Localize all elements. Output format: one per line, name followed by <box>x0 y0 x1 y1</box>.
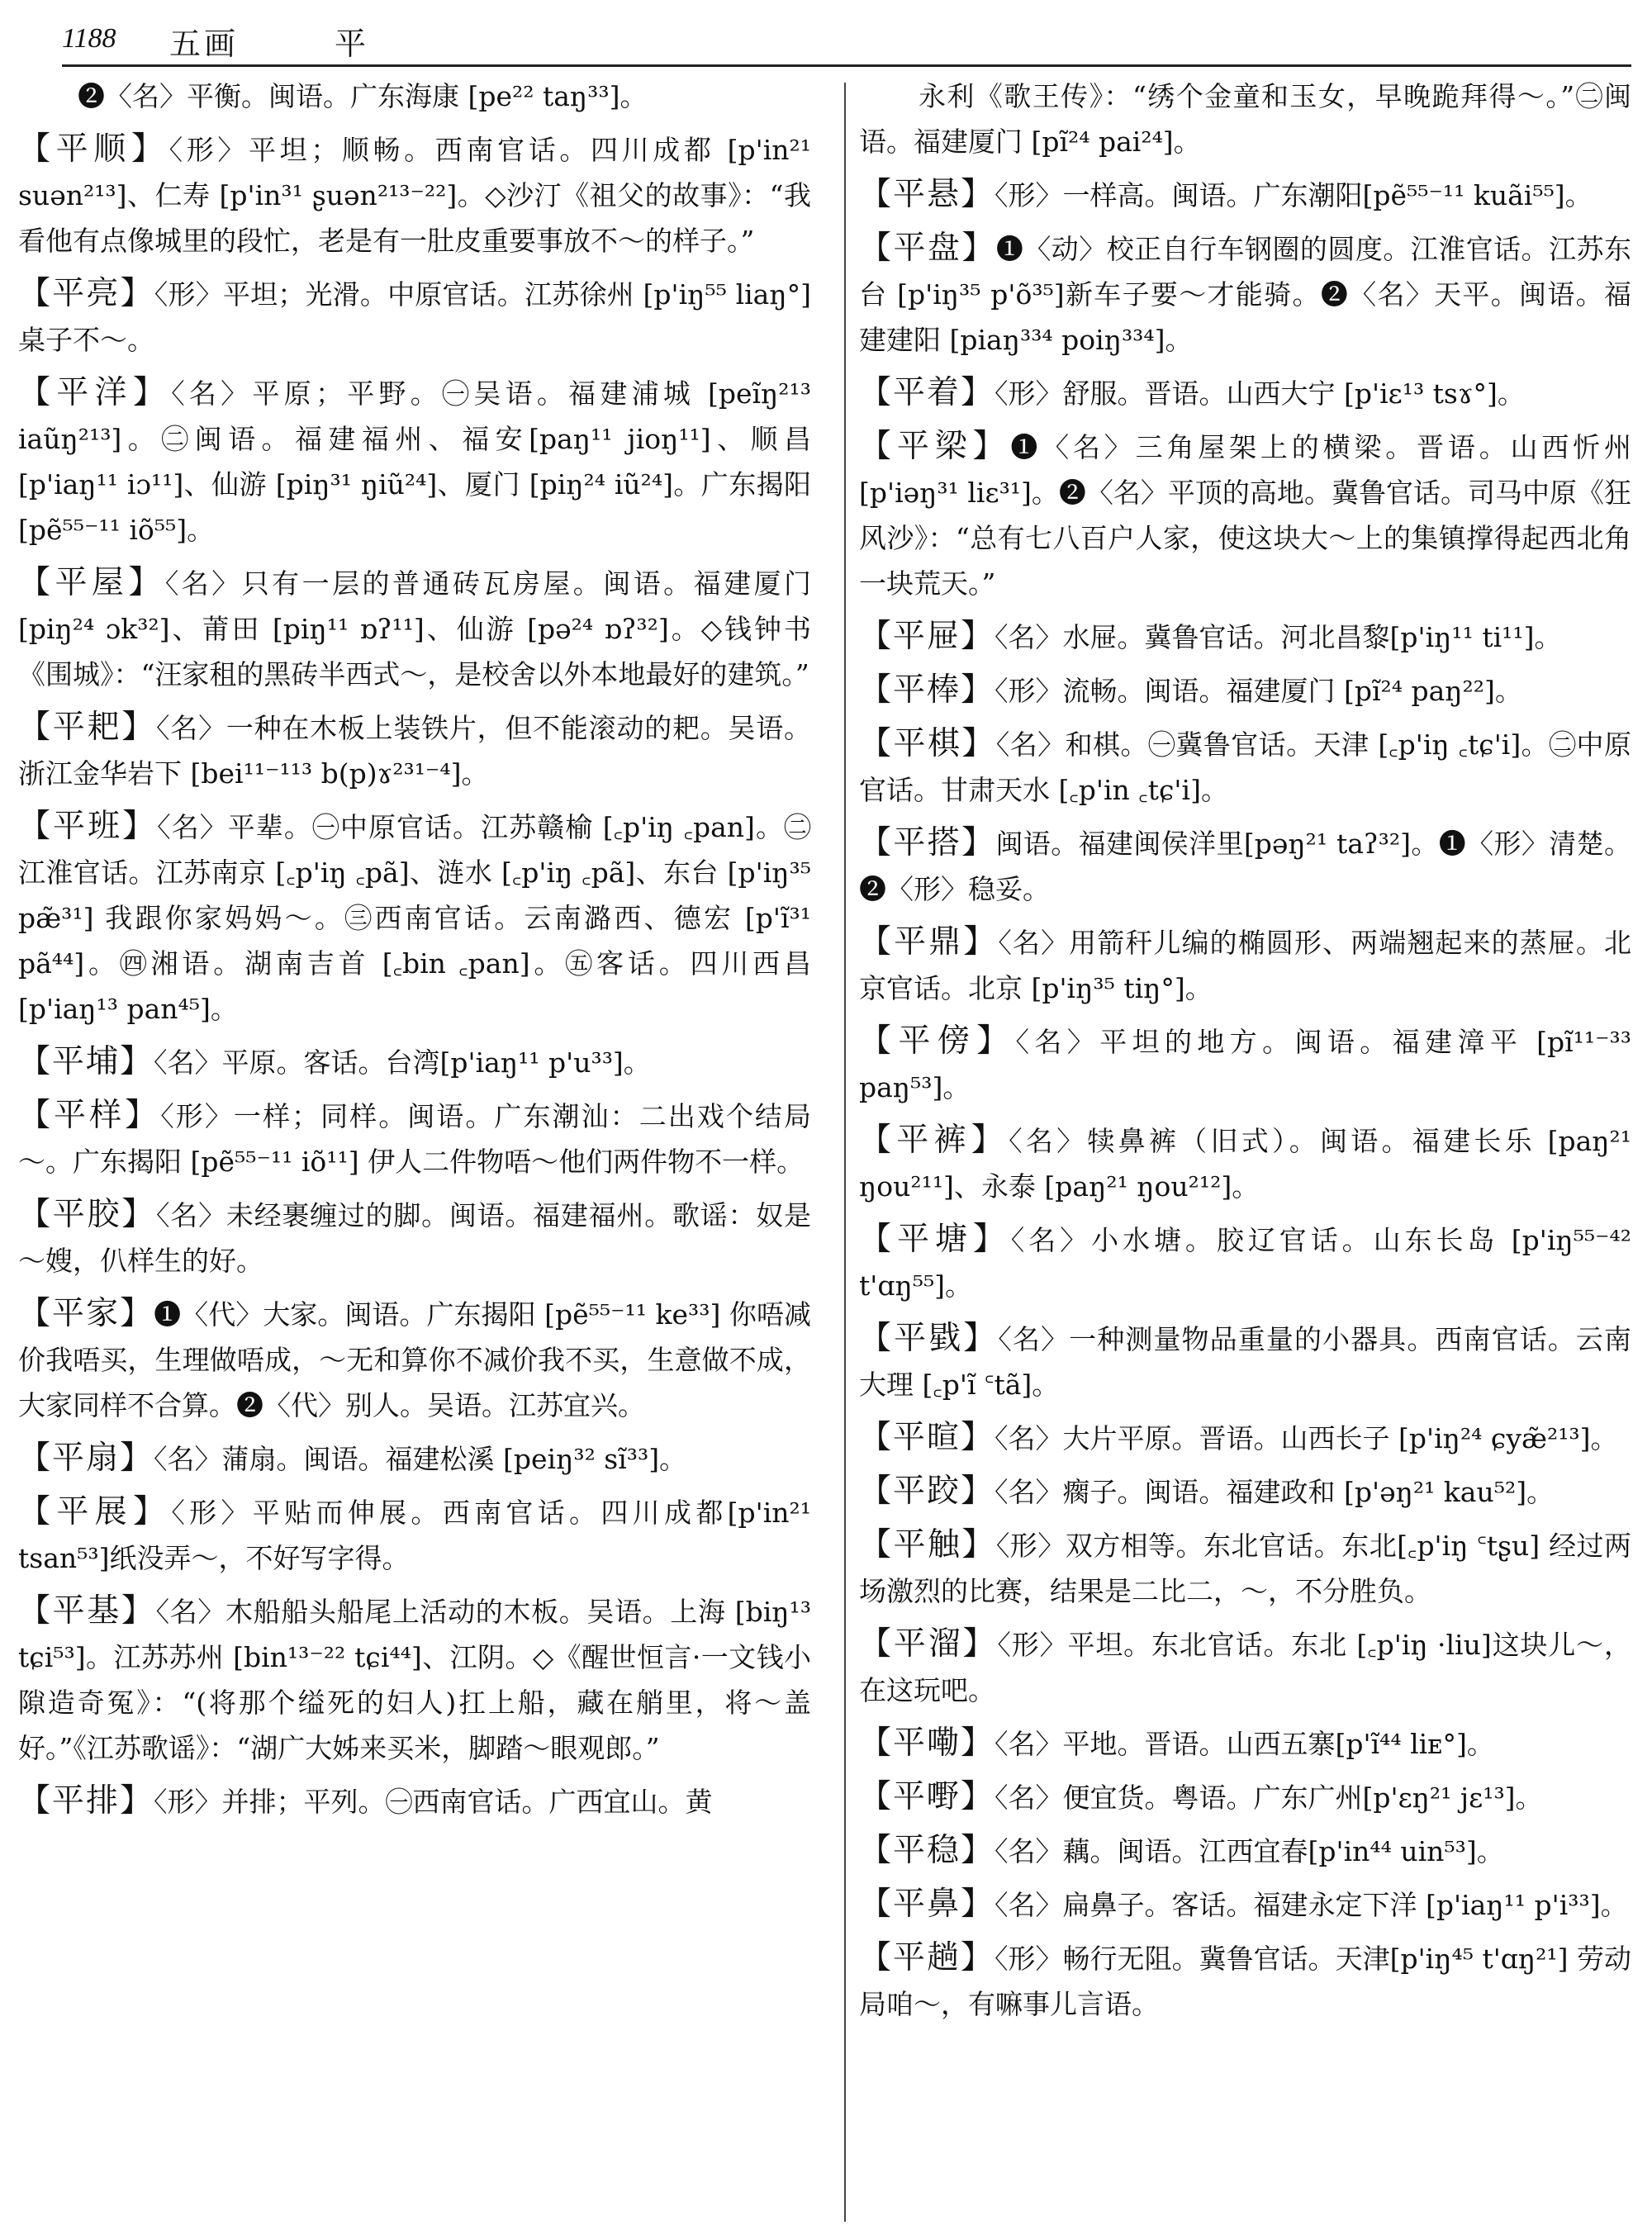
entry-definition: 〈名〉木船船头船尾上活动的木板。吴语。上海 [biŋ¹³ tɕi⁵³]。江苏苏州 [bin¹³⁻²² tɕi⁴⁴]、江阴。◇《醒世恒言·一文钱小隙造奇冤》：“(将那个缢死的妇人)扛上船，藏在艄里，将～盖好。”《江苏歌谣》：“湖广大姊来买米，脚踏～眼观郎。” <box>18 1596 811 1764</box>
entry-definition: 〈名〉和棋。㊀冀鲁官话。天津 [꜀p'iŋ ꜀tɕ'i]。㊁中原官话。甘肃天水 [꜀p'in ꜀tɕ'i]。 <box>859 728 1631 806</box>
dictionary-entry <box>18 1489 811 1581</box>
entry-definition: ❷〈名〉平衡。闽语。广东海康 [pe²² taŋ³³]。 <box>78 80 648 112</box>
entry-definition: 〈名〉便宜货。粤语。广东广州[p'ɛŋ²¹ jɛ¹³]。 <box>995 1782 1543 1814</box>
dictionary-entry <box>859 614 1631 660</box>
entry-headword: 【平跤】 <box>859 1473 995 1510</box>
entry-headword: 【平稳】 <box>859 1832 995 1869</box>
dictionary-entry <box>859 424 1631 606</box>
entry-definition: 〈形〉双方相等。东北官话。东北[꜀p'iŋ ꜂tʂu] 经过两场激烈的比赛，结果是二比二，～，不分胜负。 <box>859 1530 1631 1607</box>
right-column <box>859 73 1631 2034</box>
entry-definition: 〈名〉大片平原。晋语。山西长子 [p'iŋ²⁴ ɕyæ̃²¹³]。 <box>995 1422 1618 1454</box>
entry-definition: 〈形〉一样高。闽语。广东潮阳[pẽ⁵⁵⁻¹¹ kuãi⁵⁵]。 <box>995 179 1593 211</box>
entry-definition: 〈名〉只有一层的普通砖瓦房屋。闽语。福建厦门 [piŋ²⁴ ɔk³²]、莆田 [piŋ¹¹ ɒʔ¹¹]、仙游 [pə²⁴ ɒʔ³²]。◇钱钟书《围城》：“汪家租的黑砖半西式～，是校舍以外本地最好的建筑。” <box>18 567 811 690</box>
section-label: 五画 <box>169 26 240 62</box>
entry-headword: 【平暄】 <box>859 1419 995 1456</box>
entry-definition: 〈形〉并排；平列。㊀西南官话。广西宜山。黄 <box>154 1786 713 1818</box>
dictionary-entry <box>859 1774 1631 1820</box>
dictionary-entry <box>859 820 1631 912</box>
entry-headword: 【平溜】 <box>859 1625 998 1663</box>
dictionary-entry <box>859 370 1631 416</box>
entry-definition: 〈名〉小水塘。胶辽官话。山东长岛 [p'iŋ⁵⁵⁻⁴² t'ɑŋ⁵⁵]。 <box>859 1224 1631 1302</box>
entry-definition: 〈名〉一种在木板上装铁片，但不能滚动的耙。吴语。浙江金华岩下 [bei¹¹⁻¹¹³ b(p)ɤ²³¹⁻⁴]。 <box>18 712 811 790</box>
entry-headword: 【平班】 <box>18 808 158 845</box>
dictionary-entry <box>859 1316 1631 1407</box>
dictionary-entry <box>859 172 1631 218</box>
entry-headword: 【平梁】 <box>859 428 1011 465</box>
dictionary-entry <box>859 1720 1631 1767</box>
dictionary-entry <box>859 1117 1631 1209</box>
entry-definition: 〈名〉犊鼻裤（旧式）。闽语。福建长乐 [paŋ²¹ ŋou²¹¹]、永泰 [paŋ²¹ ŋou²¹²]。 <box>859 1125 1631 1203</box>
left-column <box>18 73 811 1832</box>
entry-definition: 〈形〉舒服。晋语。山西大宁 [p'iɛ¹³ tsɤ°]。 <box>995 377 1525 410</box>
entry-headword: 【平悬】 <box>859 176 995 213</box>
dictionary-entry <box>18 1778 811 1824</box>
dictionary-entry <box>18 1291 811 1428</box>
dictionary-entry <box>859 667 1631 714</box>
entry-definition: 〈形〉平坦；光滑。中原官话。江苏徐州 [p'iŋ⁵⁵ liaŋ°]桌子不～。 <box>18 278 811 356</box>
entry-definition: 永利《歌王传》：“绣个金童和玉女，早晚跪拜得～。”㊁闽语。福建厦门 [pĩ²⁴ pai²⁴]。 <box>859 80 1631 158</box>
header-rule <box>62 64 1631 67</box>
dictionary-entry <box>18 1039 811 1085</box>
dictionary-entry <box>859 1621 1631 1713</box>
dictionary-entry <box>859 1018 1631 1110</box>
running-head-character: 平 <box>335 26 367 62</box>
dictionary-entry <box>859 1468 1631 1515</box>
column-divider <box>844 83 846 2222</box>
entry-headword: 【平鼎】 <box>859 923 999 961</box>
entry-definition: 闽语。福建闽侯洋里[pəŋ²¹ taʔ³²]。❶〈形〉清楚。❷〈形〉稳妥。 <box>859 828 1631 905</box>
entry-headword: 【平傍】 <box>859 1022 1016 1060</box>
dictionary-entry <box>18 370 811 553</box>
dictionary-entry <box>859 1881 1631 1928</box>
entry-definition: 〈名〉瘸子。闽语。福建政和 [p'əŋ²¹ kau⁵²]。 <box>995 1476 1555 1508</box>
entry-definition: 〈形〉平坦；顺畅。西南官话。四川成都 [p'in²¹ suən²¹³]、仁寿 [p'in³¹ ʂuən²¹³⁻²²]。◇沙汀《祖父的故事》：“我看他有点像城里的段忙，老是有一肚皮重要事放不～的样子。” <box>18 134 811 257</box>
entry-definition: 〈形〉畅行无阻。冀鲁官话。天津[p'iŋ⁴⁵ t'ɑŋ²¹] 劳动局咱～，有嘛事儿言语。 <box>859 1943 1631 2020</box>
dictionary-entry <box>859 721 1631 813</box>
dictionary-entry <box>18 126 811 263</box>
dictionary-entry <box>18 73 811 119</box>
dictionary-entry <box>859 1935 1631 2027</box>
entry-headword: 【平棒】 <box>859 671 995 709</box>
dictionary-entry <box>18 1192 811 1283</box>
entry-headword: 【平亮】 <box>18 275 154 312</box>
entry-headword: 【平扇】 <box>18 1440 154 1477</box>
entry-definition: 〈形〉流畅。闽语。福建厦门 [pĩ²⁴ paŋ²²]。 <box>995 675 1522 707</box>
entry-definition: 〈名〉未经裹缠过的脚。闽语。福建福州。歌谣：奴是～嫂，仈样生的好。 <box>18 1199 811 1277</box>
entry-definition: 〈名〉水屉。冀鲁官话。河北昌黎[p'iŋ¹¹ ti¹¹]。 <box>995 621 1562 653</box>
entry-headword: 【平展】 <box>18 1493 172 1530</box>
entry-definition: 〈名〉平原。客话。台湾[p'iaŋ¹¹ p'u³³]。 <box>154 1046 651 1079</box>
dictionary-entry <box>18 705 811 796</box>
entry-headword: 【平耙】 <box>18 709 157 746</box>
entry-headword: 【平塘】 <box>859 1221 1011 1258</box>
entry-headword: 【平鼻】 <box>859 1886 995 1923</box>
entry-headword: 【平搭】 <box>859 824 996 861</box>
dictionary-entry <box>859 1217 1631 1308</box>
entry-definition: 〈形〉一样；同样。闽语。广东潮汕：二出戏个结局～。广东揭阳 [pẽ⁵⁵⁻¹¹ iõ¹¹] 伊人二件物唔～他们两件物不一样。 <box>18 1100 811 1178</box>
entry-definition: ❶〈代〉大家。闽语。广东揭阳 [pẽ⁵⁵⁻¹¹ ke³³] 你唔减价我唔买，生理做唔成，～无和算你不减价我不买，生意做不成，大家同样不合算。❷〈代〉别人。吴语。江苏宜兴。 <box>18 1298 811 1421</box>
entry-definition: 〈形〉平坦。东北官话。东北 [꜀p'iŋ ·liu]这块儿～，在这玩吧。 <box>859 1629 1631 1706</box>
entry-headword: 【平棋】 <box>859 725 996 762</box>
entry-headword: 【平趟】 <box>859 1939 995 1976</box>
entry-definition: 〈名〉藕。闽语。江西宜春[p'in⁴⁴ uin⁵³]。 <box>995 1835 1504 1867</box>
entry-headword: 【平着】 <box>859 374 995 411</box>
entry-headword: 【平胶】 <box>18 1196 157 1233</box>
dictionary-entry <box>859 1415 1631 1461</box>
dictionary-entry <box>18 560 811 697</box>
entry-definition: 〈名〉平坦的地方。闽语。福建漳平 [pĩ¹¹⁻³³ paŋ⁵³]。 <box>859 1026 1631 1103</box>
entry-definition: 〈名〉平辈。㊀中原官话。江苏赣榆 [꜀p'iŋ ꜀pan]。㊁江淮官话。江苏南京 [꜀p'iŋ ꜀pã]、涟水 [꜀p'iŋ ꜀pã]、东台 [p'iŋ³⁵ pæ̃³¹] 我跟你家妈妈～。㊂西南官话。云南潞西、德宏 [p'ĩ³¹ pã⁴⁴]。㊃湘语。湖南吉首 [꜀bin ꜀pan]。㊄客话。四川西昌 [p'iaŋ¹³ pan⁴⁵]。 <box>18 811 811 1025</box>
entry-headword: 【平触】 <box>859 1526 996 1563</box>
dictionary-entry <box>859 73 1631 164</box>
entry-headword: 【平屋】 <box>18 564 165 601</box>
entry-definition: ❶〈名〉三角屋架上的横梁。晋语。山西忻州 [p'iəŋ³¹ liɛ³¹]。❷〈名〉平顶的高地。冀鲁官话。司马中原《狂风沙》：“总有七八百户人家，使这块大～上的集镇撑得起西北角一块荒天。” <box>859 431 1631 600</box>
entry-definition: ❶〈动〉校正自行车钢圈的圆度。江淮官话。江苏东台 [p'iŋ³⁵ p'õ³⁵]新车子要～才能骑。❷〈名〉天平。闽语。福建建阳 [piaŋ³³⁴ poiŋ³³⁴]。 <box>859 233 1631 356</box>
page-number: 1188 <box>62 23 116 54</box>
entry-definition: 〈名〉蒲扇。闽语。福建松溪 [peiŋ³² sĩ³³]。 <box>154 1443 687 1475</box>
entry-headword: 【平基】 <box>18 1592 156 1630</box>
dictionary-entry <box>859 919 1631 1011</box>
entry-headword: 【平家】 <box>18 1295 154 1332</box>
dictionary-entry <box>18 1093 811 1184</box>
entry-headword: 【平排】 <box>18 1782 154 1820</box>
entry-definition: 〈名〉一种测量物品重量的小器具。西南官话。云南大理 [꜀p'ĩ ꜂tã]。 <box>859 1323 1631 1401</box>
page-header <box>62 15 1631 64</box>
entry-definition: 〈形〉平贴而伸展。西南官话。四川成都[p'in²¹ tsan⁵³]纸没弄～，不好写字得。 <box>18 1497 811 1574</box>
entry-headword: 【平洋】 <box>18 374 172 411</box>
entry-headword: 【平埔】 <box>18 1043 154 1080</box>
dictionary-entry <box>18 1435 811 1482</box>
entry-headword: 【平盘】 <box>859 230 996 267</box>
entry-headword: 【平屉】 <box>859 618 995 655</box>
entry-headword: 【平裤】 <box>859 1122 1009 1159</box>
dictionary-entry <box>859 1828 1631 1874</box>
entry-headword: 【平样】 <box>18 1097 161 1134</box>
entry-headword: 【平嘢】 <box>859 1778 995 1815</box>
entry-definition: 〈名〉平原；平野。㊀吴语。福建浦城 [peĩŋ²¹³ iaũŋ²¹³]。㊁闽语。福建福州、福安[paŋ¹¹ jioŋ¹¹]、顺昌 [p'iaŋ¹¹ iɔ¹¹]、仙游 [piŋ³¹ ŋiũ²⁴]、厦门 [piŋ²⁴ iũ²⁴]。广东揭阳 [pẽ⁵⁵⁻¹¹ iõ⁵⁵]。 <box>18 377 811 546</box>
dictionary-entry <box>859 1522 1631 1614</box>
entry-definition: 〈名〉扁鼻子。客话。福建永定下洋 [p'iaŋ¹¹ p'i³³]。 <box>995 1889 1628 1921</box>
dictionary-entry <box>18 271 811 363</box>
entry-headword: 【平嘞】 <box>859 1725 995 1762</box>
dictionary-entry <box>18 804 811 1032</box>
dictionary-entry <box>18 1588 811 1771</box>
entry-headword: 【平顺】 <box>18 130 169 168</box>
entry-headword: 【平戥】 <box>859 1320 999 1357</box>
entry-definition: 〈名〉用箭秆儿编的椭圆形、两端翘起来的蒸屉。北京官话。北京 [p'iŋ³⁵ tiŋ°]。 <box>859 927 1631 1004</box>
entry-definition: 〈名〉平地。晋语。山西五寨[p'ĩ⁴⁴ liᴇ°]。 <box>995 1728 1494 1760</box>
dictionary-entry <box>859 225 1631 363</box>
